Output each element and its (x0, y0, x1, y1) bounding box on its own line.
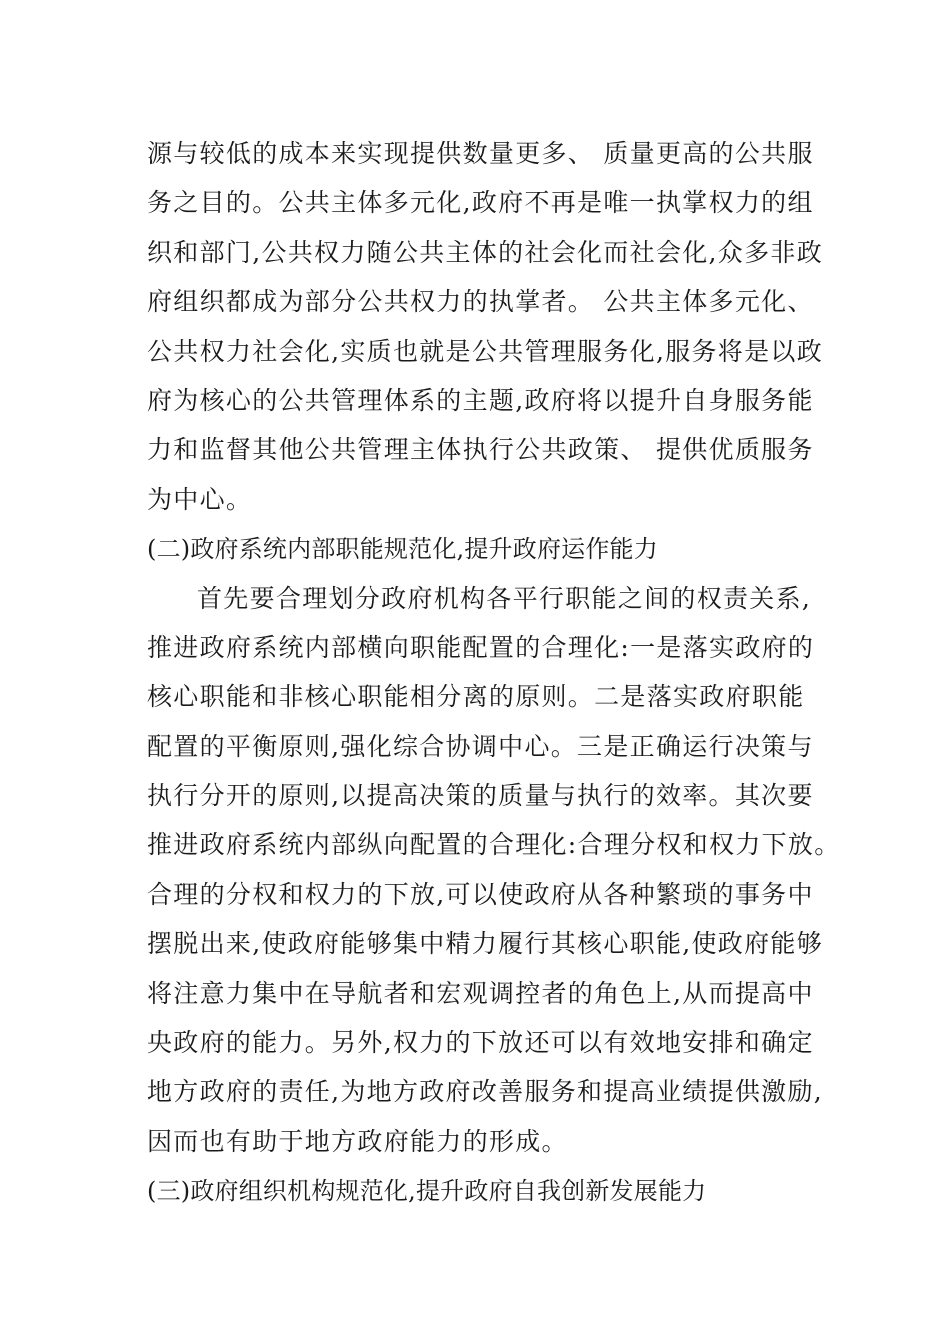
paragraph-line: 因而也有助于地方政府能力的形成。 (147, 1126, 568, 1156)
paragraph-line: 源与较低的成本来实现提供数量更多、 质量更高的公共服 (147, 139, 814, 168)
paragraph-line: 织和部门,公共权力随公共主体的社会化而社会化,众多非政 (147, 237, 823, 267)
paragraph-line: 推进政府系统内部纵向配置的合理化:合理分权和权力下放。 (147, 830, 841, 860)
paragraph-line: 府组织都成为部分公共权力的执掌者。 公共主体多元化、 (147, 287, 814, 317)
paragraph-line: 将注意力集中在导航者和宏观调控者的角色上,从而提高中 (147, 978, 814, 1008)
paragraph-line: 地方政府的责任,为地方政府改善服务和提高业绩提供激励, (147, 1077, 823, 1107)
paragraph-line: 执行分开的原则,以提高决策的质量与执行的效率。其次要 (147, 781, 814, 811)
paragraph-line: 央政府的能力。另外,权力的下放还可以有效地安排和确定 (147, 1028, 814, 1058)
paragraph-line: 合理的分权和权力的下放,可以使政府从各种繁琐的事务中 (147, 879, 814, 909)
document-body (147, 132, 841, 1219)
paragraph-line: 核心职能和非核心职能相分离的原则。二是落实政府职能 (147, 682, 805, 712)
paragraph-line: 务之目的。公共主体多元化,政府不再是唯一执掌权力的组 (147, 188, 814, 218)
paragraph-line: 推进政府系统内部横向职能配置的合理化:一是落实政府的 (147, 632, 815, 662)
paragraph-line: 首先要合理划分政府机构各平行职能之间的权责关系, (197, 583, 812, 613)
paragraph-line: 府为核心的公共管理体系的主题,政府将以提升自身服务能 (147, 385, 814, 415)
paragraph-line: 摆脱出来,使政府能够集中精力履行其核心职能,使政府能够 (147, 929, 823, 959)
paragraph-line: 公共权力社会化,实质也就是公共管理服务化,服务将是以政 (147, 336, 823, 366)
paragraph-line: 配置的平衡原则,强化综合协调中心。三是正确运行决策与 (147, 731, 814, 761)
paragraph-line: 力和监督其他公共管理主体执行公共政策、 提供优质服务 (147, 435, 814, 465)
paragraph-line: 为中心。 (147, 484, 253, 514)
section-heading-3: (三)政府组织机构规范化,提升政府自我创新发展能力 (147, 1177, 707, 1206)
section-heading-2: (二)政府系统内部职能规范化,提升政府运作能力 (147, 535, 658, 564)
